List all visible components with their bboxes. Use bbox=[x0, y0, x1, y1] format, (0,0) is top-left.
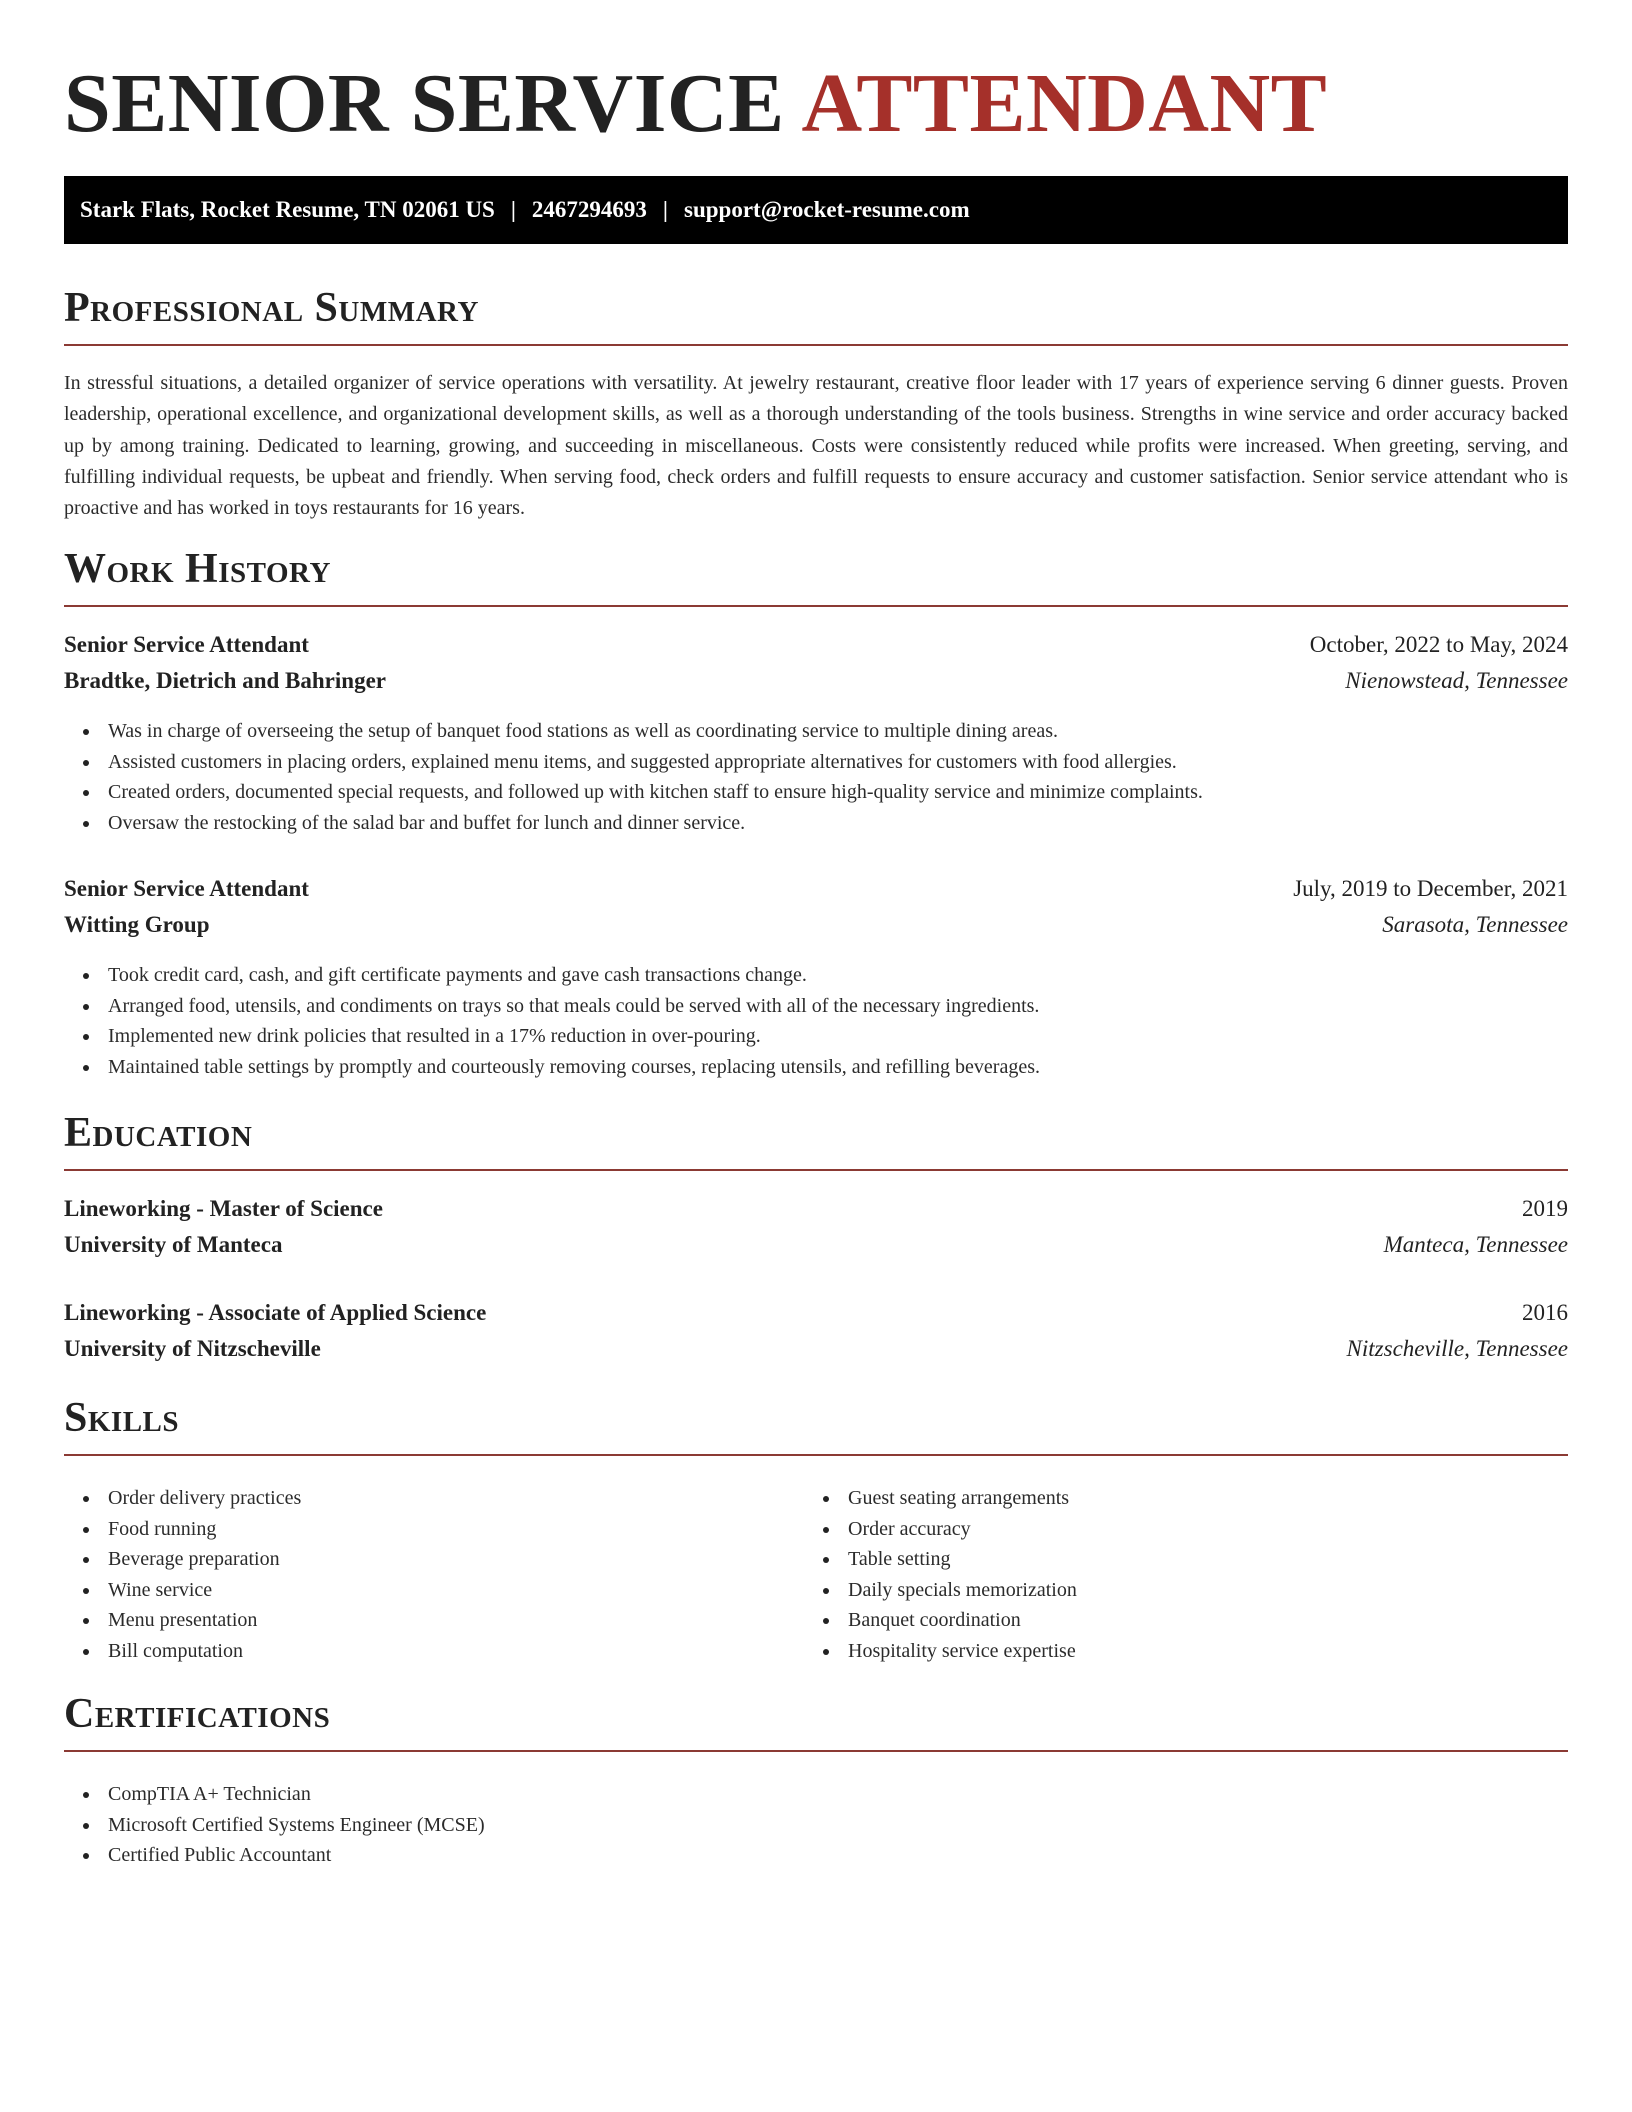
job-employer bbox=[64, 910, 1568, 940]
list-item: Implemented new drink policies that resulted in a 17% reduction in over-pouring. bbox=[108, 1021, 1040, 1052]
list-item: Bill computation bbox=[108, 1636, 301, 1667]
list-item: Order accuracy bbox=[848, 1514, 1077, 1545]
job-duties-list bbox=[108, 960, 1040, 1082]
list-item: Order delivery practices bbox=[108, 1483, 301, 1514]
list-item: CompTIA A+ Technician bbox=[108, 1779, 485, 1810]
job-title: Senior Service Attendant bbox=[64, 876, 309, 901]
section-heading-summary: Professional Summary bbox=[64, 280, 1568, 346]
job-company: Bradtke, Dietrich and Bahringer bbox=[64, 668, 386, 693]
title-accent: ATTENDANT bbox=[801, 57, 1328, 150]
list-item: Wine service bbox=[108, 1575, 301, 1606]
education-degree: Lineworking - Master of Science bbox=[64, 1196, 383, 1221]
resume-title bbox=[64, 56, 1327, 152]
list-item: Oversaw the restocking of the salad bar and buffet for lunch and dinner service. bbox=[108, 808, 1203, 839]
list-item: Took credit card, cash, and gift certificate payments and gave cash transactions change. bbox=[108, 960, 1040, 991]
education-school-row bbox=[64, 1334, 1568, 1364]
education-school: University of Nitzscheville bbox=[64, 1336, 321, 1361]
certifications-list bbox=[108, 1779, 485, 1871]
list-item: Created orders, documented special requests, and followed up with kitchen staff to ensure high-quality service and minimize complaints. bbox=[108, 777, 1203, 808]
title-primary: SENIOR SERVICE bbox=[64, 57, 785, 150]
job-location: Nienowstead, Tennessee bbox=[1345, 668, 1568, 693]
skills-list-right bbox=[848, 1483, 1077, 1666]
section-heading-work-history: Work History bbox=[64, 541, 1568, 607]
job-dates: July, 2019 to December, 2021 bbox=[1293, 876, 1568, 901]
summary-text: In stressful situations, a detailed organizer of service operations with versatility. At jewelry restaurant, creative floor leader with 17 years of experience serving 6 dinner guests. Proven leadership, operational excellence, and organizational development skills, as well as a thorough understanding of the tools business. Strengths in wine service and order accuracy backed up by among training. Dedicated to learning, growing, and succeeding in miscellaneous. Costs were consistently reduced while profits were increased. When greeting, serving, and fulfilling individual requests, be upbeat and friendly. When serving food, check orders and fulfill requests to ensure accuracy and customer satisfaction. Senior service attendant who is proactive and has worked in toys restaurants for 16 years. bbox=[64, 372, 1568, 520]
list-item: Food running bbox=[108, 1514, 301, 1545]
education-header bbox=[64, 1194, 1568, 1224]
job-header bbox=[64, 630, 1568, 660]
education-school: University of Manteca bbox=[64, 1232, 283, 1257]
section-heading-certifications: Certifications bbox=[64, 1686, 1568, 1752]
list-item: Banquet coordination bbox=[848, 1605, 1077, 1636]
contact-address: Stark Flats, Rocket Resume, TN 02061 US bbox=[80, 197, 495, 222]
contact-email[interactable]: support@rocket-resume.com bbox=[684, 197, 970, 222]
job-dates: October, 2022 to May, 2024 bbox=[1309, 632, 1568, 657]
education-school-row bbox=[64, 1230, 1568, 1260]
list-item: Assisted customers in placing orders, explained menu items, and suggested appropriate alternatives for customers with food allergies. bbox=[108, 747, 1203, 778]
list-item: Maintained table settings by promptly and courteously removing courses, replacing utensils, and refilling beverages. bbox=[108, 1052, 1040, 1083]
list-item: Daily specials memorization bbox=[848, 1575, 1077, 1606]
job-header bbox=[64, 874, 1568, 904]
skills-list-left bbox=[108, 1483, 301, 1666]
section-heading-skills: Skills bbox=[64, 1390, 1568, 1456]
education-year: 2019 bbox=[1522, 1196, 1568, 1221]
list-item: Beverage preparation bbox=[108, 1544, 301, 1575]
education-location: Manteca, Tennessee bbox=[1383, 1232, 1568, 1257]
education-location: Nitzscheville, Tennessee bbox=[1346, 1336, 1568, 1361]
contact-phone[interactable]: 2467294693 bbox=[531, 197, 647, 222]
list-item: Was in charge of overseeing the setup of banquet food stations as well as coordinating service to multiple dining areas. bbox=[108, 716, 1203, 747]
job-duties-list bbox=[108, 716, 1203, 838]
list-item: Microsoft Certified Systems Engineer (MCSE) bbox=[108, 1810, 485, 1841]
contact-separator: | bbox=[510, 197, 516, 222]
job-company: Witting Group bbox=[64, 912, 210, 937]
list-item: Menu presentation bbox=[108, 1605, 301, 1636]
education-degree: Lineworking - Associate of Applied Science bbox=[64, 1300, 487, 1325]
list-item: Certified Public Accountant bbox=[108, 1840, 485, 1871]
list-item: Table setting bbox=[848, 1544, 1077, 1575]
education-header bbox=[64, 1298, 1568, 1328]
contact-bar bbox=[64, 176, 1568, 244]
list-item: Arranged food, utensils, and condiments on trays so that meals could be served with all of the necessary ingredients. bbox=[108, 991, 1040, 1022]
job-employer bbox=[64, 666, 1568, 696]
section-heading-education: Education bbox=[64, 1105, 1568, 1171]
education-year: 2016 bbox=[1522, 1300, 1568, 1325]
contact-separator: | bbox=[662, 197, 668, 222]
job-location: Sarasota, Tennessee bbox=[1382, 912, 1568, 937]
list-item: Hospitality service expertise bbox=[848, 1636, 1077, 1667]
job-title: Senior Service Attendant bbox=[64, 632, 309, 657]
list-item: Guest seating arrangements bbox=[848, 1483, 1077, 1514]
